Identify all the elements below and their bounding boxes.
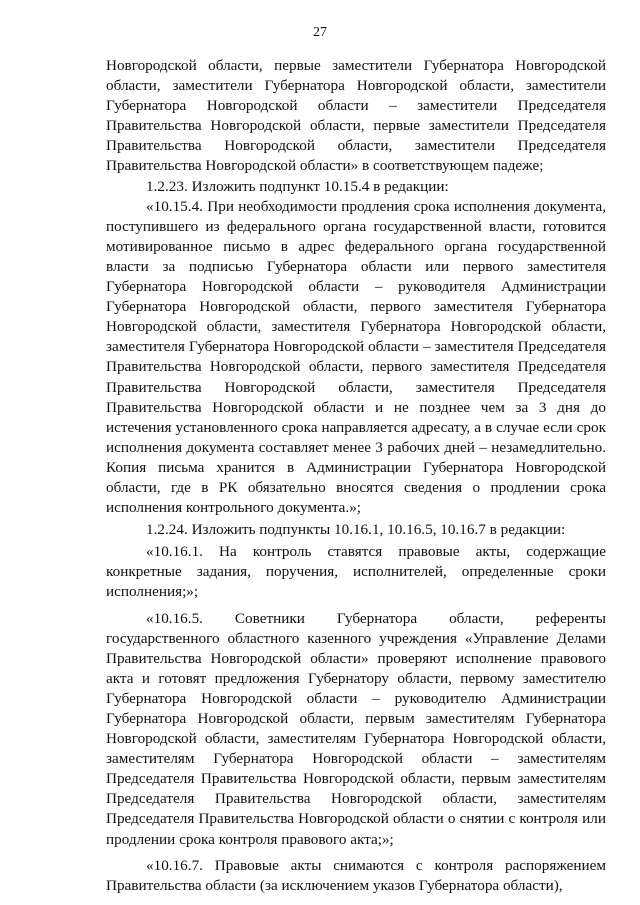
paragraph-10-16-1: «10.16.1. На контроль ставятся правовые акты, содержащие конкретные задания, поручения, исполнителей, определенные сроки исполнения;»; [106,543,606,601]
paragraph-continuation: Новгородской области, первые заместители Губернатора Новгородской области, заместители Губернатора Новгородской области, заместители Губернатора Новгородской области – заместители Председателя Правительства Новгородской области, первые заместители Председателя Правительства Новгородской области, заместители Председателя Правительства Новгородской области» в соответствующем падеже; [106,57,606,175]
document-body [106,56,606,896]
page-number: 27 [313,25,327,40]
paragraph-10-16-7: «10.16.7. Правовые акты снимаются с контроля распоряжением Правительства области (за исключением указов Губернатора области), [106,856,606,894]
paragraph-1-2-24: 1.2.24. Изложить подпункты 10.16.1, 10.16.5, 10.16.7 в редакции: [146,521,566,539]
paragraph-1-2-23: 1.2.23. Изложить подпункт 10.15.4 в редакции: [146,177,449,195]
paragraph-10-15-4: «10.15.4. При необходимости продления срока исполнения документа, поступившего из федерального органа государственной власти, готовится мотивированное письмо в адрес федерального органа государственной власти за подписью Губернатора области или первого заместителя Губернатора Новгородской области – руководителя Администрации Губернатора Новгородской области, первого заместителя Губернатора Новгородской области, заместителя Губернатора Новгородской области, заместителя Губернатора Новгородской области – заместителя Председателя Правительства Новгородской области, первого заместителя Председателя Правительства Новгородской области, заместителя Председателя Правительства Новгородской области и не позднее чем за 3 дня до истечения установленного срока направляется адресату, а в случае если срок исполнения документа составляет менее 3 рабочих дней – незамедлительно. Копия письма хранится в Администрации Губернатора Новгородской области, где в РК обязательно вносятся сведения о продлении срока исполнения контрольного документа.»; [106,197,606,517]
paragraph-10-16-5: «10.16.5. Советники Губернатора области, референты государственного областного казенного учреждения «Управление Делами Правительства Новгородской области» проверяют исполнение правового акта и готовят предложения Губернатору области, первому заместителю Губернатора Новгородской области – руководителю Администрации Губернатора Новгородской области, первым заместителям Губернатора Новгородской области, заместителям Губернатора Новгородской области, заместителям Губернатора Новгородской области – заместителям Председателя Правительства Новгородской области, первым заместителям Председателя Правительства Новгородской области, заместителям Председателя Правительства Новгородской области о снятии с контроля или продлении срока контроля правового акта;»; [106,609,606,848]
